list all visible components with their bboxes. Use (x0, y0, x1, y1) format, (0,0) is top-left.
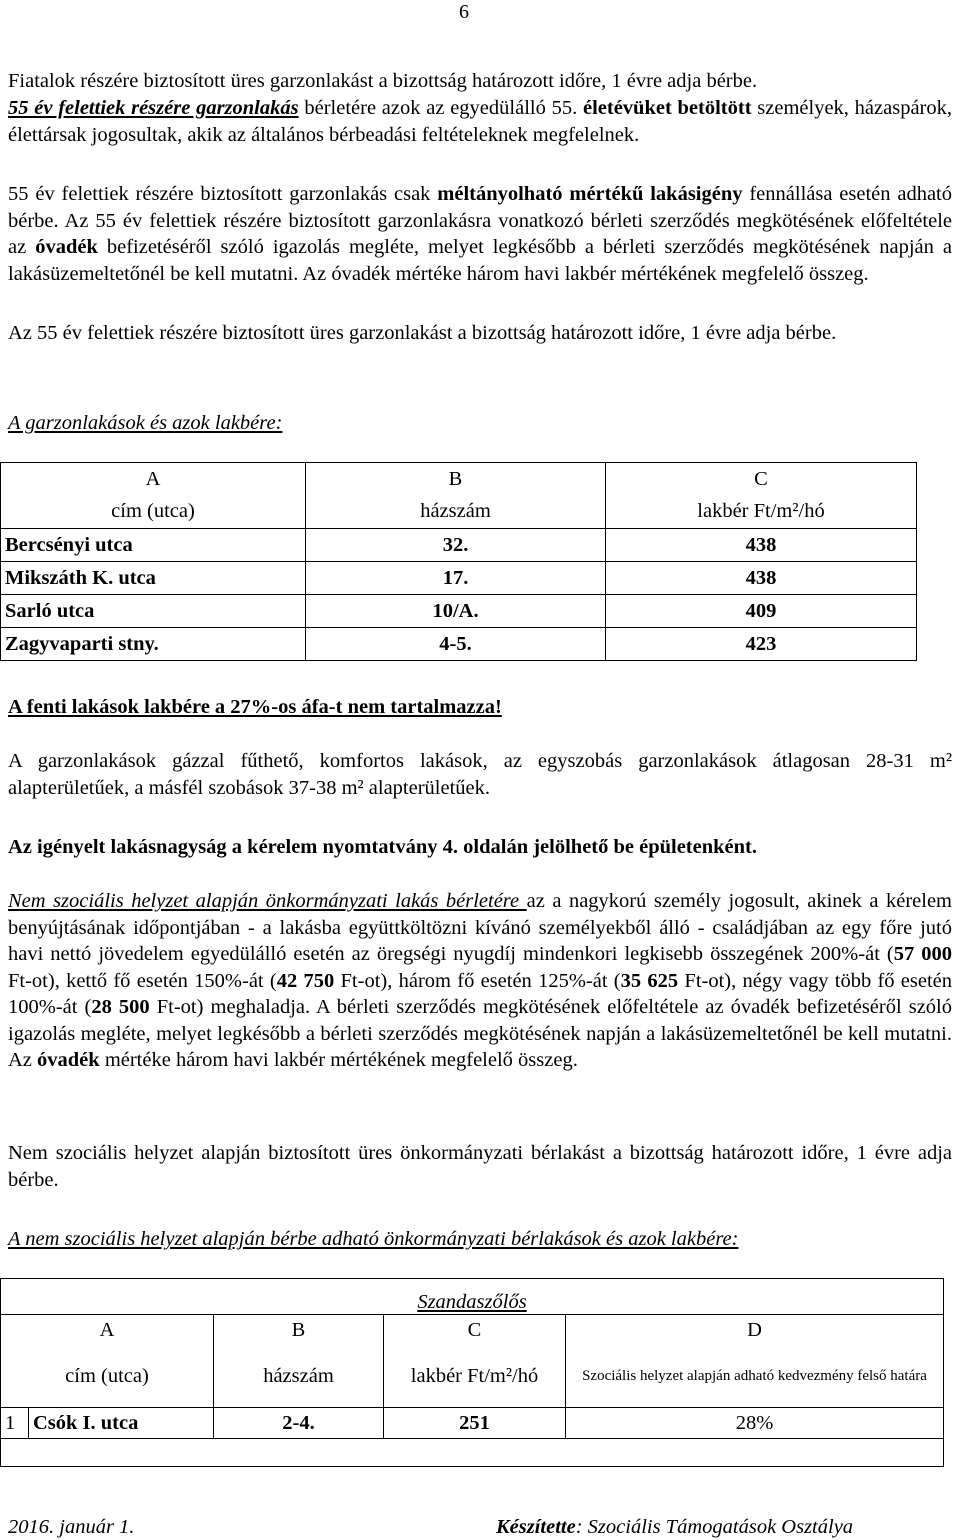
cell-number (214, 1408, 384, 1439)
cell-street (1, 628, 306, 661)
over55-heading: 55 év felettiek részére garzonlakás (8, 97, 299, 119)
col-letter: A (1, 1315, 214, 1346)
cell-street (29, 1408, 214, 1439)
col-header: Szociális helyzet alapján adható kedvezmény felső határa (566, 1346, 944, 1408)
bold-span: óvadék (37, 1049, 100, 1072)
cell-rent (606, 562, 917, 595)
cell-text: 32. (442, 533, 469, 556)
text-span: az a nagykorú személy jogosult, akinek a kérelem benyújtásának időpontjában - a lakásba együttköltözni kívánó személyekből álló - családjában az egy főre jutó havi nettó jövedelem egyedülálló esetén az öregségi nyugdíj mindenkori legkisebb összegének 200%-át ( (8, 890, 952, 966)
garzon-rent-table (0, 462, 917, 661)
col-header: lakbér Ft/m²/hó (606, 496, 917, 529)
bold-span: méltányolható mértékű lakásigény (437, 183, 743, 205)
cell-text: 10/A. (432, 599, 479, 622)
section-name: Szandaszőlős (417, 1291, 527, 1314)
footer-author-name: : Szociális Támogatások Osztálya (575, 1516, 854, 1538)
paragraph-young: Fiatalok részére biztosított üres garzonlakást a bizottság határozott időre, 1 évre adja bérbe. (8, 70, 758, 92)
table-row (1, 562, 917, 595)
cell-number (306, 562, 606, 595)
vat-note-text: A fenti lakások lakbére a 27%-os áfa-t nem tartalmazza! (8, 696, 502, 718)
non-social-rent-table (0, 1278, 944, 1467)
text-span: Ft-ot) meghaladja. A bérleti szerződés megkötésének előfeltétele az óvadék befizetéséről szóló igazolás megléte, melyet legkésőbb a bérleti szerződés megkötésének napján a lakásüzemeltetőnél be kell mutatni. Az (8, 996, 953, 1072)
col-letter: D (566, 1315, 944, 1346)
text-span: Az 55 év felettiek részére biztosított garzonlakásra vonatkozó bérleti szerződés megkötésének előfeltétele az (8, 209, 952, 259)
col-letter: C (606, 463, 917, 496)
table-letter-row (1, 463, 917, 496)
paragraph-non-social-rent: Nem szociális helyzet alapján biztosított üres önkormányzati bérlakást a bizottság határozott időre, 1 évre adja bérbe. (8, 1142, 952, 1191)
page-number: 6 (459, 1, 469, 23)
text-span: mértéke három havi lakbér mértékének megfelelő összeg. (99, 1049, 578, 1072)
text-span: 55 év felettiek részére biztosított garzonlakás csak (8, 183, 438, 205)
cell-street (1, 595, 306, 628)
text-span: Ft-ot), három fő esetén 125%-át ( (334, 969, 621, 992)
col-header: cím (utca) (1, 1346, 214, 1408)
col-letter: B (306, 463, 606, 496)
non-social-heading: Nem szociális helyzet alapján önkormányzati lakás bérletére (8, 890, 527, 912)
paragraph-over55-eligibility (8, 95, 952, 148)
text-span: bérletére azok az egyedülálló 55. (298, 97, 583, 119)
cell-text: Csók I. utca (33, 1411, 139, 1434)
text-span: Ft-ot), kettő fő esetén 150%-át ( (8, 969, 277, 992)
col-header: lakbér Ft/m²/hó (384, 1346, 566, 1408)
table-header-row (1, 1346, 944, 1408)
cell-number (306, 595, 606, 628)
footer-date: 2016. január 1. (8, 1516, 135, 1538)
table-row (1, 628, 917, 661)
table-section-row (1, 1279, 944, 1315)
col-header: házszám (306, 496, 606, 529)
size-note-text: Az igényelt lakásnagyság a kérelem nyomtatvány 4. oldalán jelölhető be épületenként. (8, 836, 757, 858)
cell-rent (606, 595, 917, 628)
section-heading-non-social: A nem szociális helyzet alapján bérbe adható önkormányzati bérlakások és azok lakbére: (8, 1228, 739, 1250)
text-span: befizetéséről szóló igazolás megléte, melyet legkésőbb a bérleti szerződés megkötésének napján a lakásüzemeltetőnél be kell mutatni. Az óvadék mértéke három havi lakbér mértékének megfelelő összeg. (8, 236, 952, 285)
bold-span: óvadék (35, 236, 98, 259)
paragraph-over55-rent: Az 55 év felettiek részére biztosított üres garzonlakást a bizottság határozott időre, 1 évre adja bérbe. (8, 322, 837, 344)
cell-text: 423 (745, 632, 777, 655)
cell-text: 2-4. (282, 1411, 315, 1434)
paragraph-garzon-description: A garzonlakások gázzal fűthető, komfortos lakások, az egyszobás garzonlakások átlagosan 28-31 m² alapterületűek, a másfél szobások 37-38 m² alapterületűek. (8, 750, 952, 799)
bold-amount: 28 500 (91, 996, 150, 1019)
cell-discount: 28% (566, 1408, 944, 1439)
empty-cell (1, 1439, 944, 1467)
col-letter: C (384, 1315, 566, 1346)
table-row (1, 595, 917, 628)
cell-rent (384, 1408, 566, 1439)
bold-amount: 35 625 (620, 969, 679, 992)
cell-rent (606, 628, 917, 661)
cell-text: 4-5. (439, 632, 472, 655)
section-cell (1, 1279, 944, 1315)
cell-number (306, 628, 606, 661)
col-letter: A (1, 463, 306, 496)
cell-street (1, 562, 306, 595)
text-span: fennállása esetén adható bérbe. (8, 183, 952, 232)
section-heading-garzon: A garzonlakások és azok lakbére: (8, 412, 283, 434)
footer-author (496, 1514, 853, 1540)
paragraph-size-note (8, 834, 952, 861)
bold-amount: 57 000 (893, 943, 953, 966)
bold-span: életévüket betöltött (582, 97, 752, 119)
vat-note (8, 694, 952, 721)
cell-text: 438 (745, 533, 777, 556)
col-header: cím (utca) (1, 496, 306, 529)
cell-text: 438 (745, 566, 777, 589)
footer-author-label: Készítette (496, 1516, 576, 1538)
cell-text: Zagyvaparti stny. (5, 632, 159, 655)
table-letter-row (1, 1315, 944, 1346)
cell-number (306, 529, 606, 562)
text-span: Ft-ot), négy vagy több fő esetén 100%-át ( (8, 969, 953, 1019)
col-letter: B (214, 1315, 384, 1346)
text-span: személyek, házaspárok, élettársak jogosultak, akik az általános bérbeadási feltételeknek megfelelnek. (8, 97, 953, 146)
table-header-row (1, 496, 917, 529)
cell-text: Sarló utca (5, 599, 95, 622)
cell-text: Mikszáth K. utca (5, 566, 156, 589)
paragraph-non-social (8, 888, 952, 1074)
table-row (1, 529, 917, 562)
cell-index: 1 (1, 1408, 29, 1439)
cell-street (1, 529, 306, 562)
cell-text: Bercsényi utca (5, 533, 133, 556)
paragraph-over55-conditions (8, 181, 952, 287)
cell-text: 409 (745, 599, 777, 622)
bold-amount: 42 750 (276, 969, 335, 992)
table-empty-row (1, 1439, 944, 1467)
table-row (1, 1408, 944, 1439)
cell-text: 251 (459, 1411, 490, 1434)
cell-rent (606, 529, 917, 562)
col-header: házszám (214, 1346, 384, 1408)
cell-text: 17. (442, 566, 469, 589)
